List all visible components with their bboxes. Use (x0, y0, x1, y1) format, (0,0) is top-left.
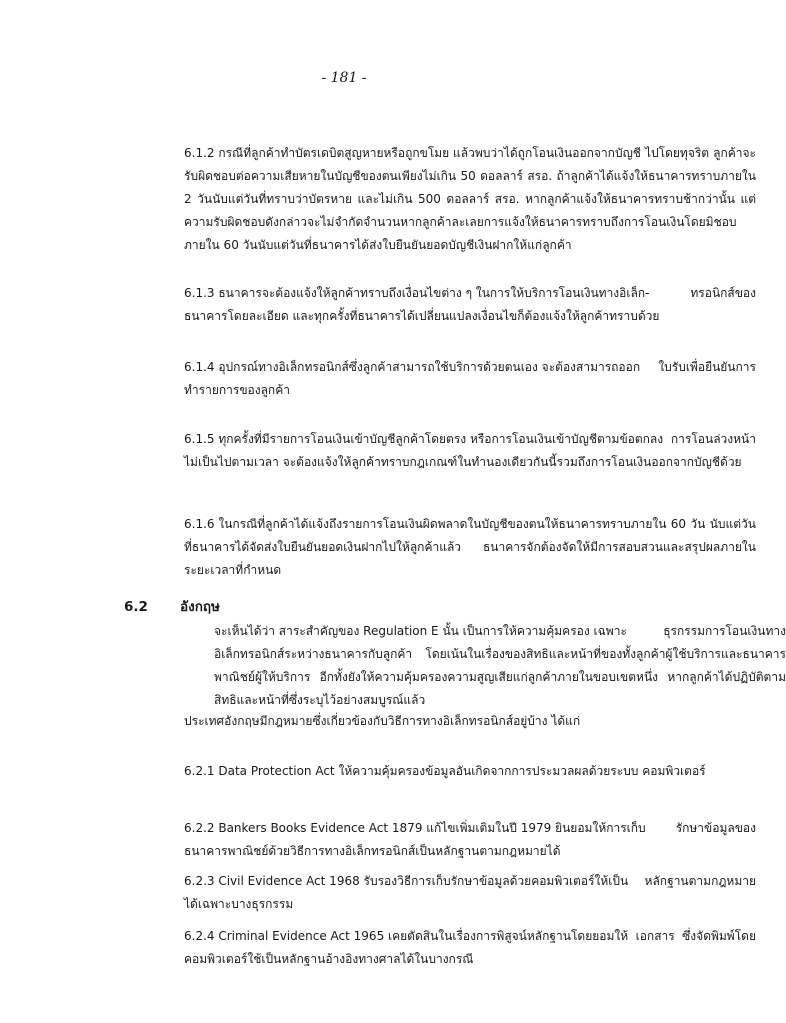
paragraph-body: คอมพิวเตอร์ (642, 764, 706, 778)
paragraph-6-1-2 (62, 142, 756, 257)
paragraph-first-line: 6.2.4 Criminal Evidence Act 1965 เคยตัดสินในเรื่องการพิสูจน์หลักฐานโดยยอมให้ (184, 929, 629, 943)
paragraph-6-2-4 (62, 925, 756, 971)
paragraph-first-line: จะเห็นได้ว่า สาระสำคัญของ Regulation E นั้น เป็นการให้ความคุ้มครอง เฉพาะ (214, 624, 627, 638)
paragraph-body: ใบรับเพื่อยืนยันการทำรายการของลูกค้า (184, 360, 756, 397)
paragraph-england-intro (62, 710, 756, 733)
paragraph-6-1-5 (62, 428, 756, 474)
page-number: - 181 - (321, 70, 367, 86)
paragraph-body: ไปโดยทุจริต ลูกค้าจะรับผิดชอบต่อความเสียหายในบัญชีของตนเพียงไม่เกิน 50 ดอลลาร์ สรอ. ถ้าลูกค้าได้แจ้งให้ธนาคารทราบภายใน 2 วันนับแต่วันที่ทราบว่าบัตรหาย และไม่เกิน 500 ดอลลาร์ สรอ. หากลูกค้าแจ้งให้ธนาคารทราบช้ากว่านั้น แต่ความรับผิดชอบดังกล่าวจะไม่จำกัดจำนวนหากลูกค้าละเลยการแจ้งให้ธนาคารทราบถึงการโอนเงินโดยมิชอบภายใน 60 วันนับแต่วันที่ธนาคารได้ส่งใบยืนยันยอดบัญชีเงินฝากให้แก่ลูกค้า (184, 146, 756, 252)
paragraph-6-1-3 (62, 282, 756, 328)
paragraph-6-2-3 (62, 870, 756, 916)
paragraph-first-line: 6.1.6 ในกรณีที่ลูกค้าได้แจ้งถึงรายการโอนเงินผิดพลาดในบัญชีของตนให้ธนาคารทราบภายใน (184, 517, 667, 531)
paragraph-body: รักษาข้อมูลของธนาคารพาณิชย์ด้วยวิธีการทางอิเล็กทรอนิกส์เป็นหลักฐานตามกฎหมายได้ (184, 821, 756, 858)
paragraph-body: ทรอนิกส์ของธนาคารโดยละเอียด และทุกครั้งที่ธนาคารได้เปลี่ยนแปลงเงื่อนไขก็ต้องแจ้งให้ลูกค้าทราบด้วย (184, 286, 756, 323)
paragraph-6-2-2 (62, 817, 756, 863)
paragraph-first-line: 6.1.5 ทุกครั้งที่มีรายการโอนเงินเข้าบัญชีลูกค้าโดยตรง หรือการโอนเงินเข้าบัญชีตามข้อตกลง (184, 432, 664, 446)
paragraph-first-line: 6.1.2 กรณีที่ลูกค้าทำบัตรเดบิตสูญหายหรือถูกขโมย แล้วพบว่าได้ถูกโอนเงินออกจากบัญชี (184, 146, 641, 160)
paragraph-6-1-6 (62, 513, 756, 582)
paragraph-first-line: 6.1.3 ธนาคารจะต้องแจ้งให้ลูกค้าทราบถึงเงื่อนไขต่าง ๆ ในการให้บริการโอนเงินทางอิเล็ก- (184, 286, 650, 300)
paragraph-regulation-e-summary (62, 620, 786, 712)
paragraph-body: ธุรกรรมการโอนเงินทางอิเล็กทรอนิกส์ระหว่างธนาคารกับลูกค้า โดยเน้นในเรื่องของสิทธิและหน้าที่ของทั้งลูกค้าผู้ใช้บริการและธนาคารพาณิชย์ผู้ให้บริการ อีกทั้งยังให้ความคุ้มครองความสูญเสียแก่ลูกค้าภายในขอบเขตหนึ่ง หากลูกค้าได้ปฏิบัติตามสิทธิและหน้าที่ซึ่งระบุไว้อย่างสมบูรณ์แล้ว (214, 624, 786, 707)
paragraph-first-line: 6.1.4 อุปกรณ์ทางอิเล็กทรอนิกส์ซึ่งลูกค้าสามารถใช้บริการด้วยตนเอง จะต้องสามารถออก (184, 360, 641, 374)
paragraph-body: การโอนล่วงหน้าไม่เป็นไปตามเวลา จะต้องแจ้งให้ลูกค้าทราบกฎเกณฑ์ในทำนองเดียวกันนี้รวมถึงการโอนเงินออกจากบัญชีด้วย (184, 432, 756, 469)
paragraph-first-line: 6.2.1 Data Protection Act ให้ความคุ้มครองข้อมูลอันเกิดจากการประมวลผลด้วยระบบ (184, 764, 639, 778)
paragraph-body: หลักฐานตามกฎหมายได้เฉพาะบางธุรกรรม (184, 874, 756, 911)
section-title: อังกฤษ (180, 599, 220, 615)
paragraph-first-line: 6.2.3 Civil Evidence Act 1968 รับรองวิธีการเก็บรักษาข้อมูลด้วยคอมพิวเตอร์ให้เป็น (184, 874, 629, 888)
paragraph-body: เอกสาร ซึ่งจัดพิมพ์โดยคอมพิวเตอร์ใช้เป็นหลักฐานอ้างอิงทางศาลได้ในบางกรณี (184, 929, 756, 966)
paragraph-first-line: 6.2.2 Bankers Books Evidence Act 1879 แก้ไขเพิ่มเติมในปี 1979 ยินยอมให้การเก็บ (184, 821, 646, 835)
paragraph-body: 60 วัน นับแต่วันที่ธนาคารได้จัดส่งใบยืนยันยอดเงินฝากไปให้ลูกค้าแล้ว ธนาคารจักต้องจัดให้มีการสอบสวนและสรุปผลภายในระยะเวลาที่กำหนด (184, 517, 756, 577)
paragraph-first-line: ประเทศอังกฤษมีกฎหมายซึ่งเกี่ยวข้องกับวิธีการทางอิเล็กทรอนิกส์อยู่บ้าง ได้แก่ (184, 714, 581, 728)
paragraph-6-1-4 (62, 356, 756, 402)
paragraph-6-2-1 (62, 760, 756, 783)
section-heading-6-2 (124, 595, 220, 617)
section-number: 6.2 (124, 599, 148, 615)
